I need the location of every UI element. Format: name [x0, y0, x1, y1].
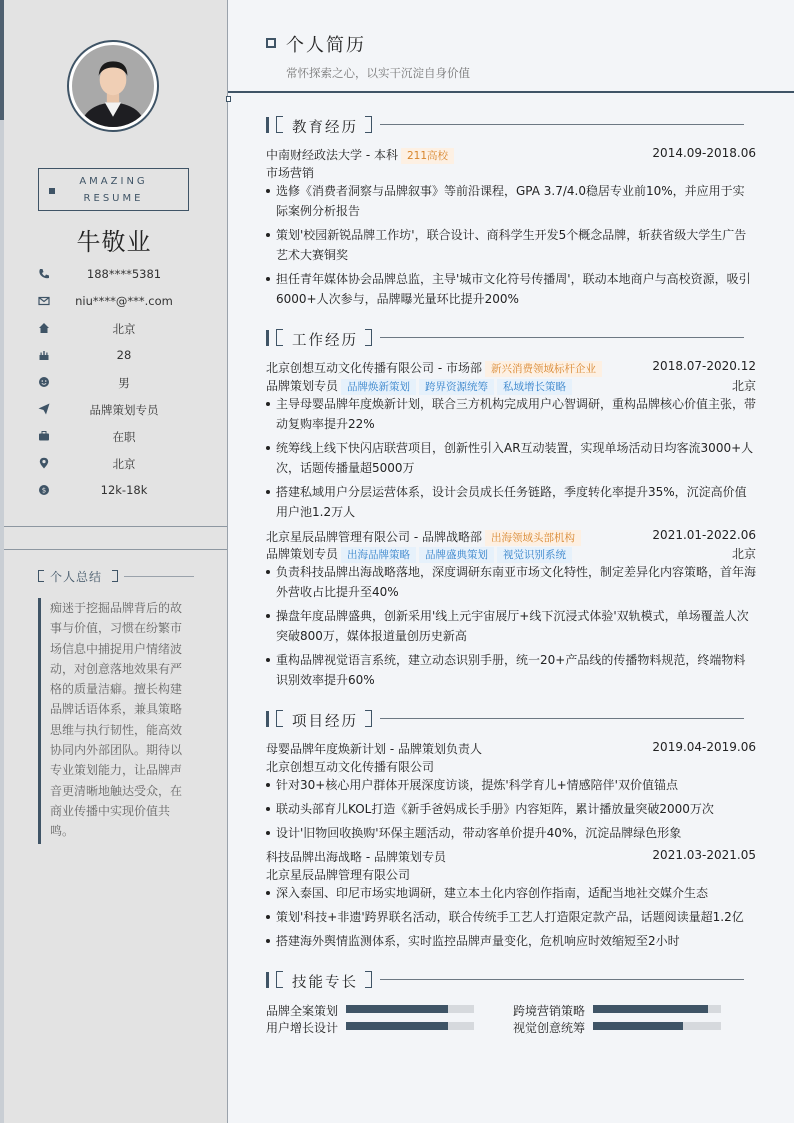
skill-name: 跨境营销策略 [513, 1004, 586, 1018]
avatar [67, 40, 159, 132]
skill-bar [593, 1005, 721, 1013]
education-bullet: 策划'校园新锐品牌工作坊'，联合设计、商科学生开发5个概念品牌，斩获省级大学生广告艺术大赛铜奖 [266, 225, 756, 265]
section-line [380, 124, 744, 125]
skill-bar [346, 1005, 474, 1013]
school-name: 中南财经政法大学 - 本科 [266, 148, 398, 162]
bracket-left [276, 116, 283, 133]
skill-tag: 品牌焕新策划 [341, 379, 416, 395]
job-company: 北京星辰品牌管理有限公司 - 品牌战略部 [266, 530, 482, 544]
job-city: 北京 [731, 379, 756, 393]
job-bullet: 搭建私域用户分层运营体系，设计会员成长任务链路，季度转化率提升35%，沉淀高价值用户池1.2万人 [266, 482, 756, 522]
info-email-text: niu****@***.com [75, 294, 173, 308]
info-salary-text: 12k-18k [100, 483, 148, 497]
job-role: 品牌策划专员 [266, 379, 339, 393]
skill-name: 品牌全案策划 [266, 1004, 339, 1018]
section-title: 工作经历 [292, 333, 358, 349]
project-title-row [266, 740, 756, 757]
bracket-left [276, 329, 283, 346]
bracket-left [276, 971, 283, 988]
main-content [228, 0, 794, 1123]
summary-heading [38, 568, 208, 584]
sidebar-edge-accent [0, 0, 4, 120]
education-bullet: 担任青年媒体协会品牌总监，主导'城市文化符号传播周'，联动本地商户与高校资源，吸引6000+人次参与，品牌曝光量环比提升200% [266, 269, 756, 309]
education-school-row [266, 146, 756, 164]
contact-info-list [38, 266, 198, 509]
bracket-right [365, 116, 372, 133]
section-title: 技能专长 [292, 975, 358, 991]
bracket-left [38, 570, 44, 582]
project-name: 科技品牌出海战略 - 品牌策划专员 [266, 850, 446, 864]
section-line [380, 718, 744, 719]
section-bar [266, 711, 269, 727]
info-location-text: 北京 [112, 457, 136, 471]
info-gender-text: 男 [118, 376, 130, 390]
avatar-photo [72, 45, 154, 127]
section-line [380, 337, 744, 338]
section-title: 教育经历 [292, 120, 358, 136]
info-phone [38, 266, 198, 293]
skill-bar-fill [593, 1005, 708, 1013]
phone-icon [38, 268, 50, 280]
project-org: 北京创想互动文化传播有限公司 [266, 760, 435, 774]
bracket-right [365, 710, 372, 727]
company-tag: 新兴消费领域标杆企业 [485, 361, 602, 377]
job-bullet: 操盘年度品牌盛典，创新采用'线上元宇宙展厅+线下沉浸式体验'双轨模式，单场覆盖人次突破800万，媒体报道量创历史新高 [266, 606, 756, 646]
title-square-icon [266, 38, 276, 48]
section-skills-heading [266, 971, 744, 989]
summary-heading-line [124, 576, 194, 577]
project-dates: 2021.03-2021.05 [652, 848, 756, 862]
job-company: 北京创想互动文化传播有限公司 - 市场部 [266, 361, 482, 375]
sidebar [0, 0, 228, 1123]
project-org: 北京星辰品牌管理有限公司 [266, 868, 411, 882]
skill-tag: 出海品牌策略 [341, 547, 416, 563]
section-bar [266, 117, 269, 133]
person-name: 牛敬业 [76, 228, 152, 256]
project-bullet: 针对30+核心用户群体开展深度访谈，提炼'科学育儿+情感陪伴'双价值锚点 [266, 775, 756, 795]
section-education-heading [266, 116, 744, 134]
info-salary [38, 482, 198, 509]
project-bullet: 联动头部育儿KOL打造《新手爸妈成长手册》内容矩阵，累计播放量突破2000万次 [266, 799, 756, 819]
info-gender [38, 374, 198, 401]
info-location [38, 455, 198, 482]
project-dates: 2019.04-2019.06 [652, 740, 756, 754]
info-status-text: 在职 [112, 430, 136, 444]
skill-bar [593, 1022, 721, 1030]
resume-badge-line1: AMAZING [79, 176, 148, 187]
info-position [38, 401, 198, 428]
skill-bar-fill [346, 1005, 448, 1013]
smile-icon [38, 376, 50, 388]
skill-bar-fill [346, 1022, 448, 1030]
salary-icon [38, 484, 50, 496]
project-name: 母婴品牌年度焕新计划 - 品牌策划负责人 [266, 742, 482, 756]
sidebar-divider [4, 526, 227, 527]
project-bullet: 策划'科技+非遗'跨界联名活动，联合传统手工艺人打造限定款产品，话题阅读量超1.2亿 [266, 907, 756, 927]
skill-tag: 跨界资源统筹 [419, 379, 494, 395]
project-title-row [266, 848, 756, 865]
job-role-row [266, 545, 756, 563]
job-company-row [266, 359, 756, 377]
bracket-left [276, 710, 283, 727]
job-dates: 2021.01-2022.06 [652, 528, 756, 542]
info-age [38, 347, 198, 374]
job-city: 北京 [731, 547, 756, 561]
summary-text: 痴迷于挖掘品牌背后的故事与价值，习惯在纷繁市场信息中捕捉用户情绪波动，对创意落地效果有严格的质量洁癖。擅长构建品牌话语体系，兼具策略思维与执行韧性，能高效协同内外部团队。期待以专业策划能力，让品牌声音更清晰地触达受众，在商业传播中实现价值共鸣。 [38, 598, 188, 844]
skill-bar-fill [593, 1022, 683, 1030]
bracket-right [365, 971, 372, 988]
cake-icon [38, 349, 50, 361]
education-dates: 2014.09-2018.06 [652, 146, 756, 160]
skill-tag: 私域增长策略 [497, 379, 572, 395]
company-tag: 出海领域头部机构 [485, 530, 581, 546]
page-subtitle: 常怀探索之心，以实干沉淀自身价值 [286, 66, 470, 80]
sidebar-edge [0, 0, 4, 1123]
job-dates: 2018.07-2020.12 [652, 359, 756, 373]
section-work-heading [266, 329, 744, 347]
project-bullet: 搭建海外舆情监测体系，实时监控品牌声量变化，危机响应时效缩短至2小时 [266, 931, 756, 951]
bracket-right [365, 329, 372, 346]
location-icon [38, 457, 50, 469]
info-age-text: 28 [116, 348, 132, 362]
project-bullet: 设计'旧物回收换购'环保主题活动，带动客单价提升40%，沉淀品牌绿色形象 [266, 823, 756, 843]
bracket-right [112, 570, 118, 582]
info-position-text: 品牌策划专员 [89, 403, 159, 417]
home-icon [38, 322, 50, 334]
skill-name: 用户增长设计 [266, 1021, 339, 1035]
project-bullet: 深入泰国、印尼市场实地调研，建立本土化内容创作指南，适配当地社交媒介生态 [266, 883, 756, 903]
resume-badge-line2: RESUME [83, 193, 144, 204]
section-bar [266, 972, 269, 988]
education-major: 市场营销 [266, 166, 315, 180]
job-bullet: 负责科技品牌出海战略落地，深度调研东南亚市场文化特性，制定差异化内容策略，首年海外营收占比提升至40% [266, 562, 756, 602]
education-bullet: 选修《消费者洞察与品牌叙事》等前沿课程，GPA 3.7/4.0稳居专业前10%，并应用于实际案例分析报告 [266, 181, 756, 221]
job-company-row [266, 528, 756, 546]
job-role: 品牌策划专员 [266, 547, 339, 561]
job-bullet: 重构品牌视觉语言系统，建立动态识别手册，统一20+产品线的传播物料规范，终端物料识别效率提升60% [266, 650, 756, 690]
job-role-row [266, 377, 756, 395]
header-rule [228, 91, 794, 93]
mail-icon [38, 295, 50, 307]
skill-name: 视觉创意统筹 [513, 1021, 586, 1035]
send-icon [38, 403, 50, 415]
school-tag: 211高校 [401, 148, 454, 164]
skill-tag: 品牌盛典策划 [419, 547, 494, 563]
info-residence [38, 320, 198, 347]
section-projects-heading [266, 710, 744, 728]
briefcase-icon [38, 430, 50, 442]
summary-title: 个人总结 [50, 570, 103, 584]
section-title: 项目经历 [292, 714, 358, 730]
sidebar-divider [4, 549, 227, 550]
svg-text:$: $ [41, 486, 47, 495]
info-status [38, 428, 198, 455]
job-bullet: 主导母婴品牌年度焕新计划，联合三方机构完成用户心智调研，重构品牌核心价值主张，带动复购率提升22% [266, 394, 756, 434]
header-rule-marker [226, 96, 231, 102]
skill-bar [346, 1022, 474, 1030]
info-email [38, 293, 198, 320]
info-residence-text: 北京 [112, 322, 136, 336]
skill-tag: 视觉识别系统 [497, 547, 572, 563]
resume-badge [38, 168, 189, 211]
section-bar [266, 330, 269, 346]
job-bullet: 统筹线上线下快闪店联营项目，创新性引入AR互动装置，实现单场活动日均客流3000+人次，话题传播量超5000万 [266, 438, 756, 478]
info-phone-text: 188****5381 [86, 267, 162, 281]
section-line [380, 979, 744, 980]
page-title: 个人简历 [286, 35, 366, 56]
